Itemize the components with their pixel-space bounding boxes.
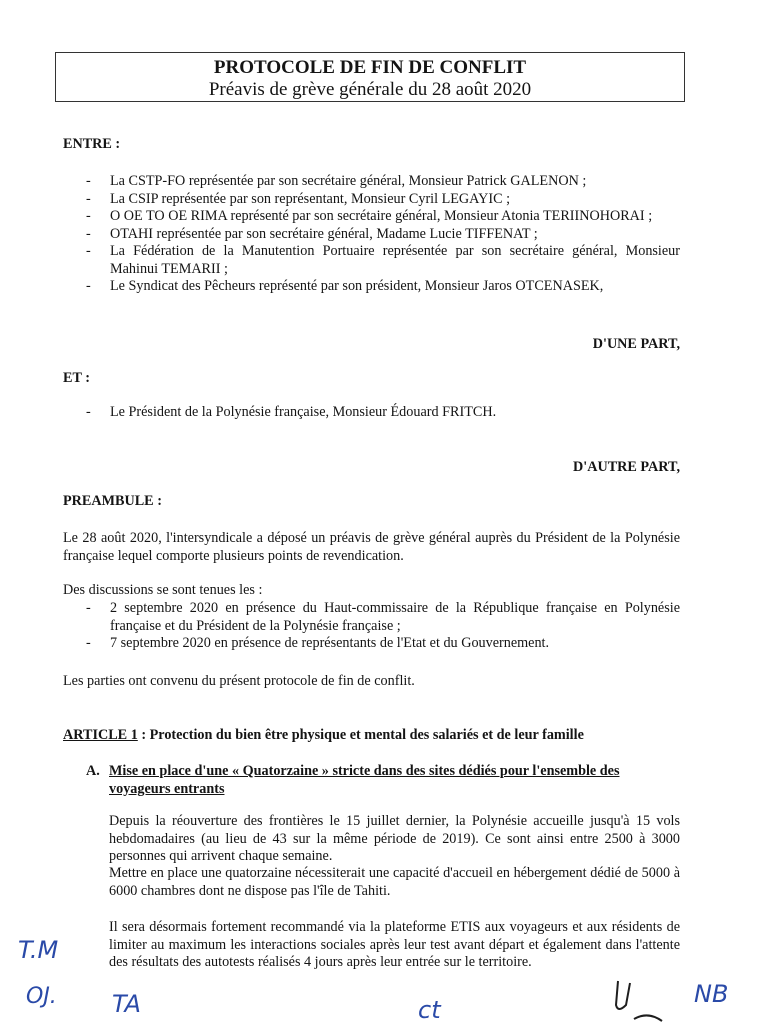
list-item: - Le Président de la Polynésie française, Monsieur Édouard FRITCH.: [86, 404, 497, 420]
discussions-intro: Des discussions se sont tenues les :: [63, 582, 263, 598]
et-label: ET :: [63, 370, 90, 386]
section-a-letter: A.: [86, 763, 100, 779]
dautre-part: D'AUTRE PART,: [573, 459, 680, 475]
entre-list: [86, 173, 680, 296]
article-1-title: : Protection du bien être physique et mental des salariés et de leur famille: [137, 727, 584, 743]
section-a-paragraph-2: Mettre en place une quatorzaine nécessiterait une capacité d'accueil en hébergement dédié de 5000 à 6000 chambres dont ne dispose pas l'île de Tahiti.: [109, 865, 680, 899]
handwritten-initials: NB: [694, 980, 729, 1008]
et-list: [86, 404, 680, 422]
dune-part: D'UNE PART,: [592, 336, 680, 352]
handwritten-initials: T.M: [18, 936, 59, 964]
list-item: - 2 septembre 2020 en présence du Haut-commissaire de la République française en Polynésie française et du Président de la Polynésie française ;: [86, 600, 680, 634]
section-a-title: Mise en place d'une « Quatorzaine » stricte dans des sites dédiés pour l'ensemble des voyageurs entrants: [109, 763, 620, 797]
list-item: - OTAHI représentée par son secrétaire général, Madame Lucie TIFFENAT ;: [86, 225, 538, 242]
preambule-conclusion: Les parties ont convenu du présent protocole de fin de conflit.: [63, 673, 415, 689]
article-1-heading: [63, 727, 680, 745]
list-item: - La CSIP représentée par son représentant, Monsieur Cyril LEGAYIC ;: [86, 190, 511, 207]
article-1-label: ARTICLE 1: [63, 727, 138, 743]
section-a-paragraph-3: Il sera désormais fortement recommandé via la plateforme ETIS aux voyageurs et aux résidents de limiter au maximum les interactions sociales après leur test avant départ et également dans l'attente des résultats des autotests réalisés 4 jours après leur entrée sur le territoire.: [109, 919, 680, 970]
list-item: - 7 septembre 2020 en présence de représentants de l'Etat et du Gouvernement.: [86, 635, 550, 651]
handwritten-initials: ct: [418, 996, 441, 1024]
document-title: PROTOCOLE DE FIN DE CONFLIT: [213, 57, 527, 78]
handwritten-initials: TA: [112, 990, 141, 1018]
document-subtitle: Préavis de grève générale du 28 août 2020: [208, 79, 532, 100]
preambule-paragraph: Le 28 août 2020, l'intersyndicale a déposé un préavis de grève général auprès du Président de la Polynésie française lequel comporte plusieurs points de revendication.: [63, 530, 680, 564]
section-a-paragraph-1: Depuis la réouverture des frontières le 15 juillet dernier, la Polynésie accueille jusqu'à 15 vols hebdomadaires (au lieu de 43 sur la même période de 2019). Ce sont ainsi entre 2500 à 3000 personnes qui arrivent chaque semaine.: [109, 813, 680, 864]
list-item: - La Fédération de la Manutention Portuaire représentée par son secrétaire général, Monsieur Mahinui TEMARII ;: [86, 243, 680, 277]
title-box: [55, 52, 685, 102]
preambule-label: PREAMBULE :: [63, 493, 162, 509]
list-item: - Le Syndicat des Pêcheurs représenté par son président, Monsieur Jaros OTCENASEK,: [86, 278, 604, 294]
entre-label: ENTRE :: [63, 136, 121, 152]
discussions-list: [86, 600, 680, 653]
section-a-heading: [86, 763, 680, 798]
handwritten-signature: [600, 975, 680, 1024]
list-item: - La CSTP-FO représentée par son secrétaire général, Monsieur Patrick GALENON ;: [86, 173, 587, 189]
list-item: - O OE TO OE RIMA représenté par son secrétaire général, Monsieur Atonia TERIINOHORAI ;: [86, 208, 653, 224]
handwritten-initials: OJ.: [26, 984, 57, 1009]
